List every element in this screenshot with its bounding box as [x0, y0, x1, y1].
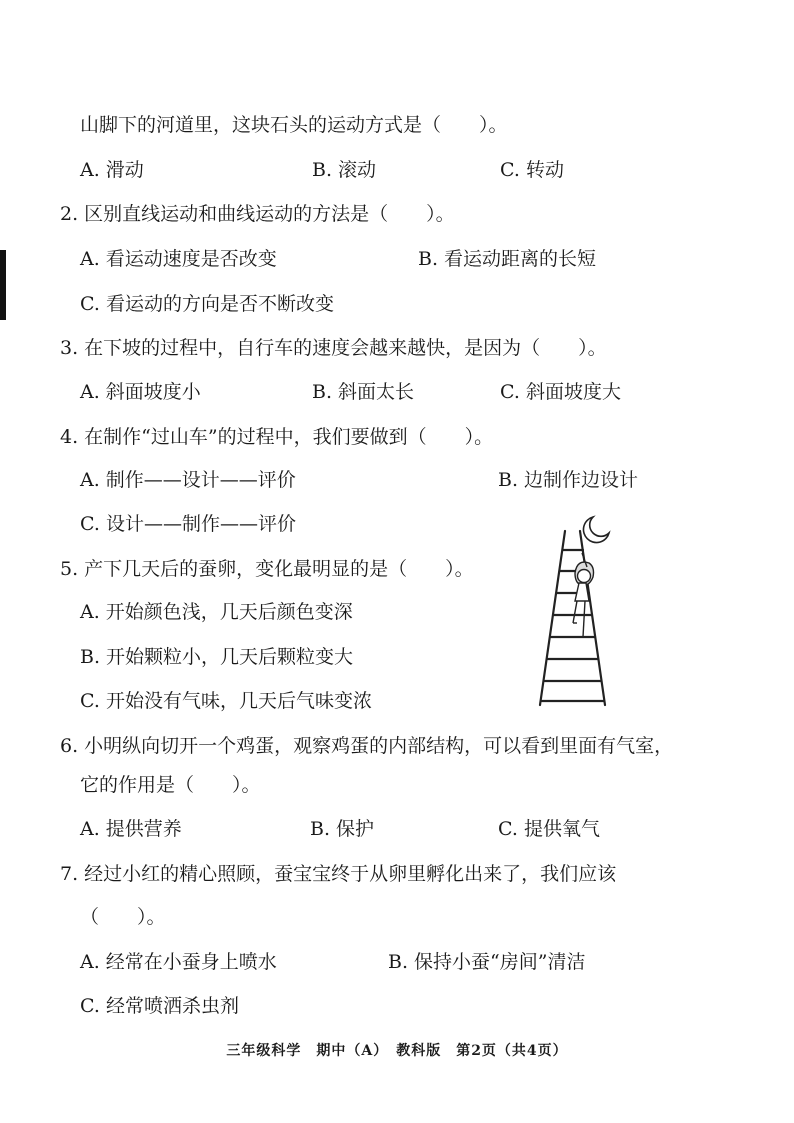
q5-option-c: C. 开始没有气味，几天后气味变浓	[80, 690, 372, 712]
q6-stem-line1: 6. 小明纵向切开一个鸡蛋，观察鸡蛋的内部结构，可以看到里面有气室，	[60, 735, 674, 757]
q5-option-b: B. 开始颗粒小，几天后颗粒变大	[80, 646, 354, 668]
q7-option-a: A. 经常在小蚕身上喷水	[80, 951, 277, 973]
q1-stem-continuation: 山脚下的河道里，这块石头的运动方式是（ ）。	[80, 114, 508, 136]
q6-option-c: C. 提供氧气	[498, 818, 600, 840]
q7-option-b: B. 保持小蚕“房间”清洁	[388, 951, 586, 973]
q4-option-c: C. 设计——制作——评价	[80, 513, 296, 535]
q1-option-c: C. 转动	[500, 159, 564, 181]
scan-edge-mark	[0, 250, 6, 320]
q1-option-a: A. 滑动	[80, 159, 144, 181]
q3-stem: 3. 在下坡的过程中，自行车的速度会越来越快，是因为（ ）。	[60, 337, 607, 359]
girl-on-ladder-illustration	[535, 505, 620, 710]
q7-stem-line2: （ ）。	[80, 906, 166, 928]
q7-stem-line1: 7. 经过小红的精心照顾，蚕宝宝终于从卵里孵化出来了，我们应该	[60, 863, 617, 885]
q1-option-b: B. 滚动	[312, 159, 377, 181]
q4-stem: 4. 在制作“过山车”的过程中，我们要做到（ ）。	[60, 426, 494, 448]
q3-option-a: A. 斜面坡度小	[80, 381, 201, 403]
q3-option-c: C. 斜面坡度大	[500, 381, 621, 403]
page-footer: 三年级科学 期中（A） 教科版 第2页（共4页）	[226, 1043, 568, 1059]
q4-option-a: A. 制作——设计——评价	[80, 469, 296, 491]
q5-stem: 5. 产下几天后的蚕卵，变化最明显的是（ ）。	[60, 558, 474, 580]
q4-option-b: B. 边制作边设计	[498, 469, 639, 491]
q2-option-b: B. 看运动距离的长短	[418, 248, 597, 270]
q6-option-a: A. 提供营养	[80, 818, 182, 840]
q6-option-b: B. 保护	[310, 818, 375, 840]
q2-option-a: A. 看运动速度是否改变	[80, 248, 277, 270]
q5-option-a: A. 开始颜色浅，几天后颜色变深	[80, 601, 353, 623]
q7-option-c: C. 经常喷洒杀虫剂	[80, 995, 239, 1017]
q3-option-b: B. 斜面太长	[312, 381, 415, 403]
q2-stem: 2. 区别直线运动和曲线运动的方法是（ ）。	[60, 203, 455, 225]
q6-stem-line2: 它的作用是（ ）。	[80, 774, 261, 796]
q2-option-c: C. 看运动的方向是否不断改变	[80, 293, 334, 315]
